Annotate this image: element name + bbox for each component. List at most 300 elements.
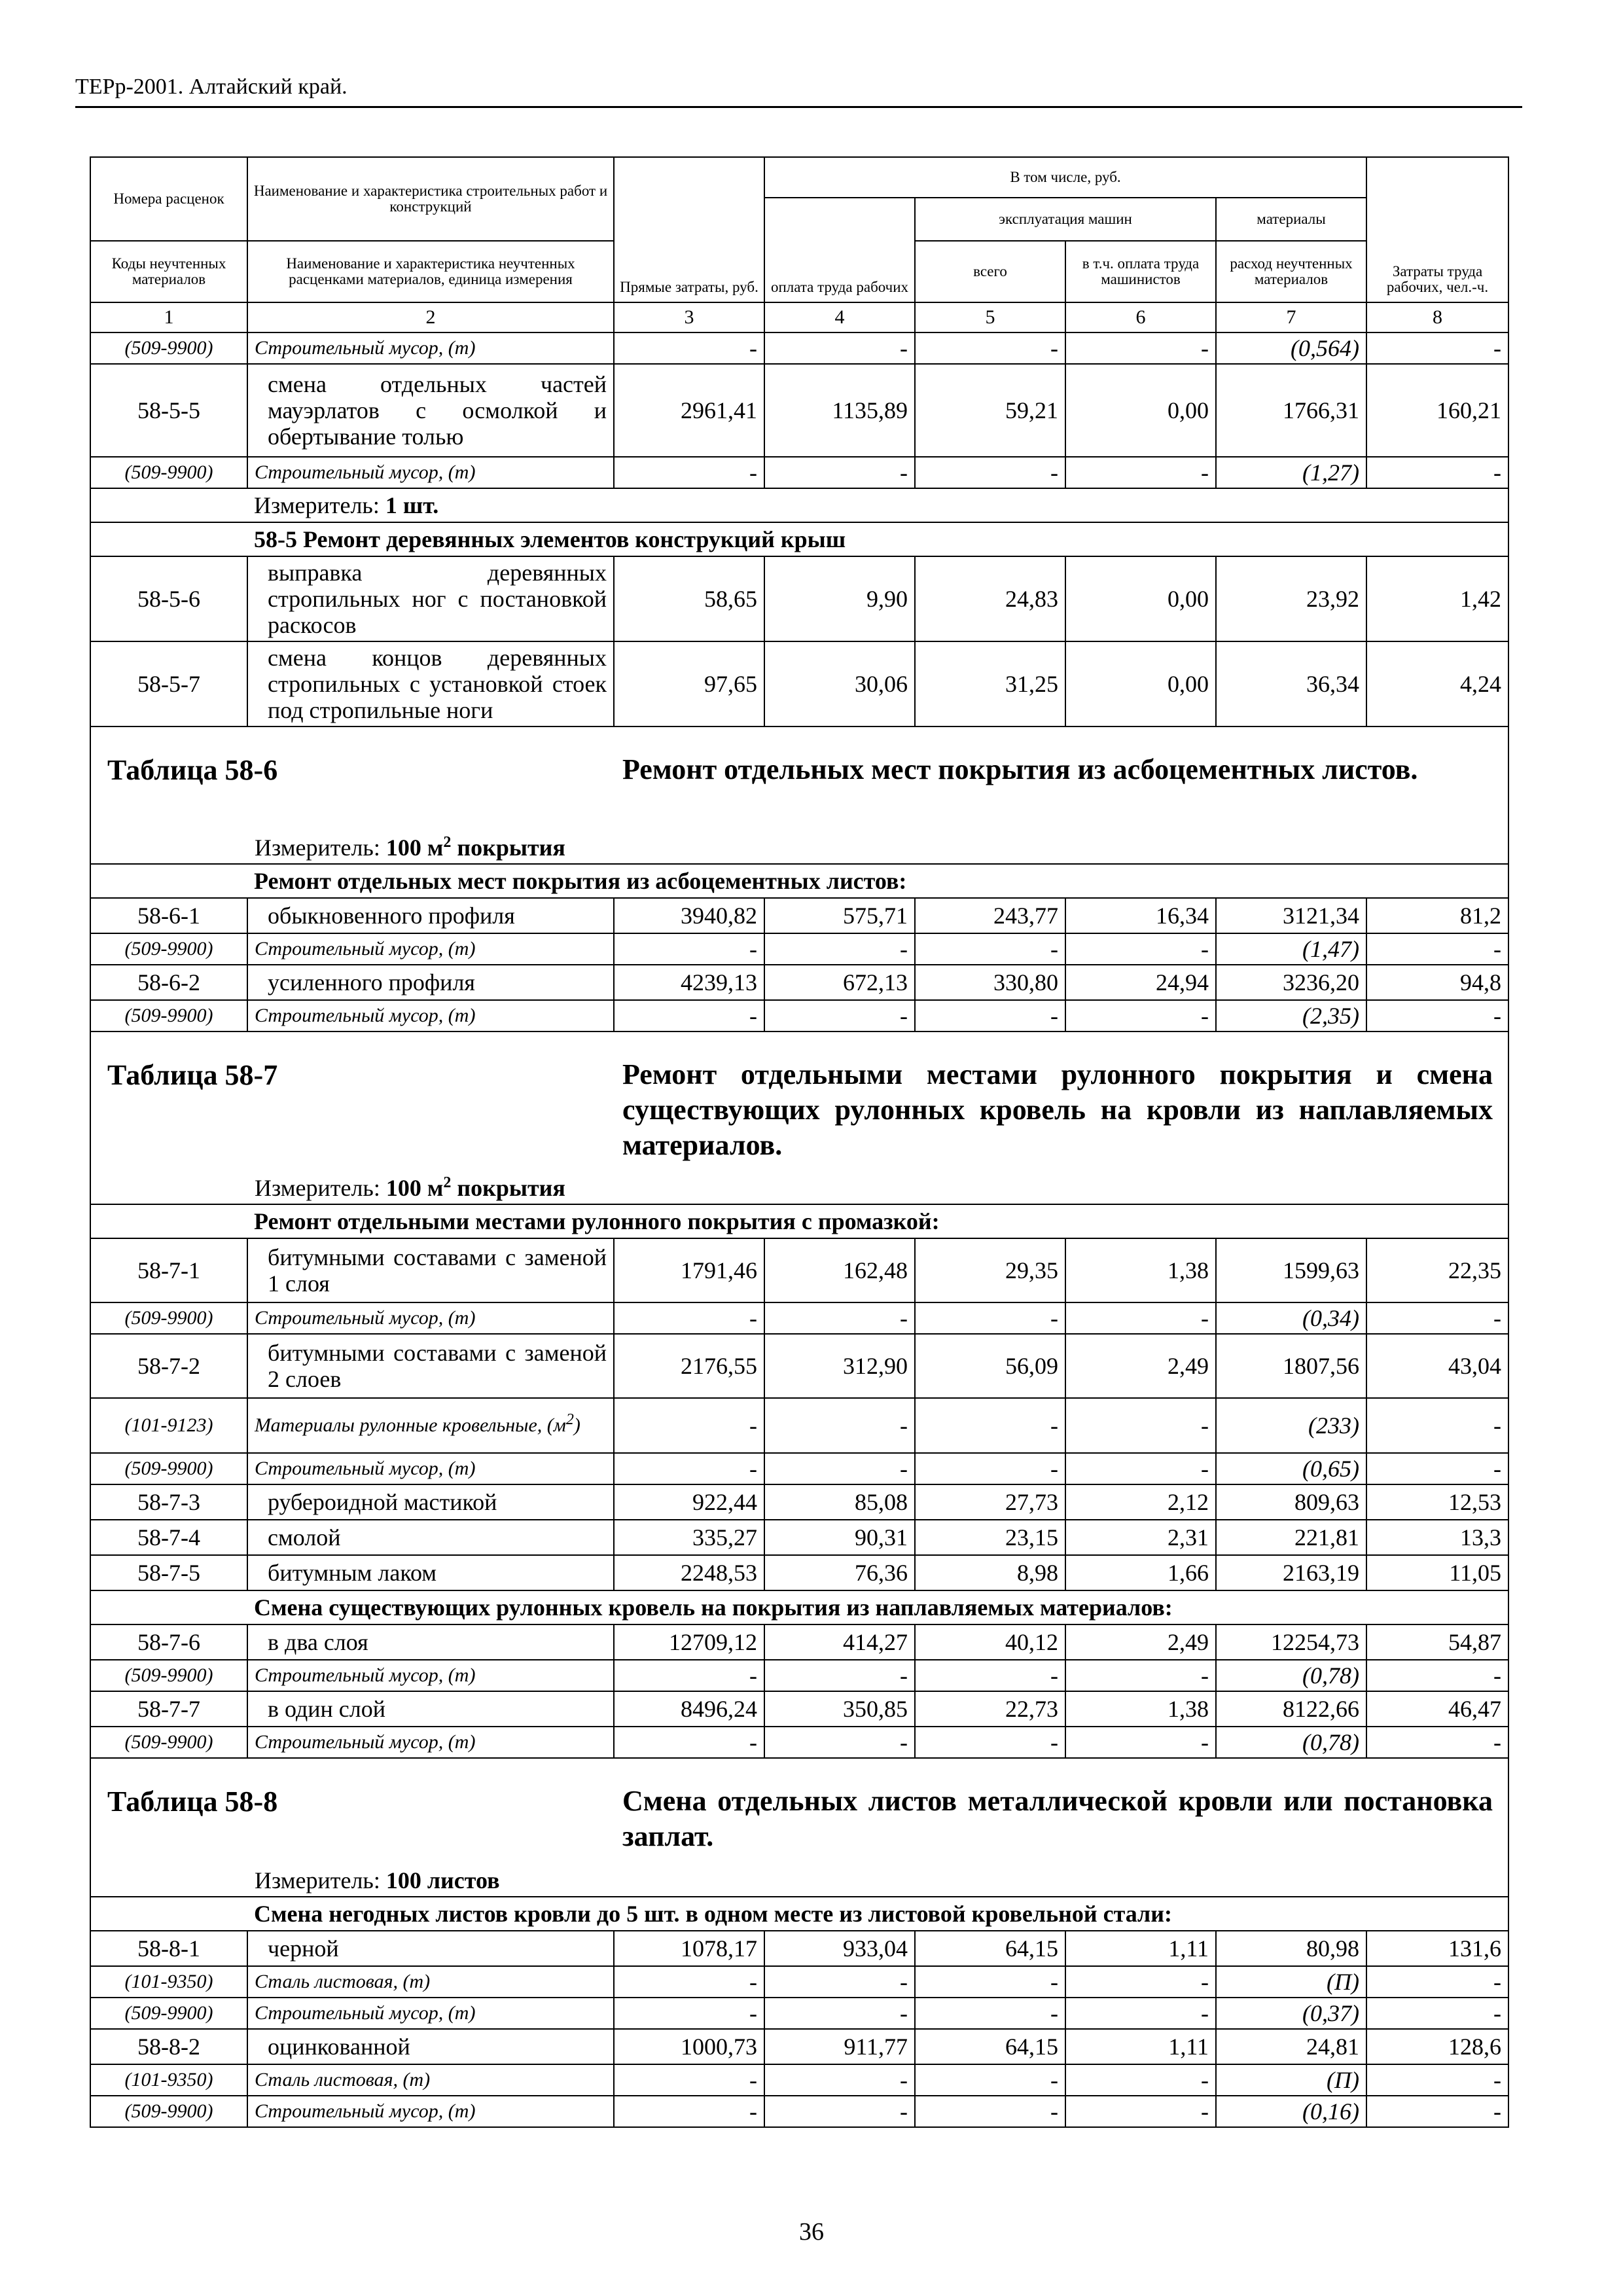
column-number: 2	[247, 302, 614, 332]
rate-value: 2,12	[1065, 1484, 1216, 1520]
rate-value: 128,6	[1366, 2029, 1508, 2064]
rate-value: -	[915, 457, 1065, 488]
rate-value: 2176,55	[614, 1334, 764, 1398]
table-measure: Измеритель: 100 листов	[255, 1867, 500, 1893]
col-code2-header: Коды неучтенных материалов	[90, 241, 247, 302]
rate-value: (0,78)	[1216, 1727, 1366, 1758]
rate-value: 2248,53	[614, 1555, 764, 1590]
rate-value: 2163,19	[1216, 1555, 1366, 1590]
rate-value: -	[1366, 457, 1508, 488]
rate-name: Строительный мусор, (т)	[247, 332, 614, 364]
rate-name: Сталь листовая, (т)	[247, 1966, 614, 1998]
rate-value: 64,15	[915, 2029, 1065, 2064]
rate-value: -	[614, 1966, 764, 1998]
rate-value: -	[1366, 1453, 1508, 1484]
rate-value: 85,08	[764, 1484, 915, 1520]
rate-value: -	[915, 933, 1065, 965]
rate-value: -	[1065, 1302, 1216, 1334]
rate-value: -	[614, 2096, 764, 2127]
rate-value: (П)	[1216, 2064, 1366, 2096]
page-header: ТЕРр-2001. Алтайский край.	[75, 73, 1522, 108]
empty-cell	[90, 864, 247, 898]
rate-value: -	[915, 2096, 1065, 2127]
table-row	[90, 556, 1508, 641]
rate-value: -	[1065, 933, 1216, 965]
rate-value: 0,00	[1065, 364, 1216, 457]
table-row	[90, 1520, 1508, 1555]
labor-cost-header: Затраты труда рабочих, чел.-ч.	[1366, 157, 1508, 302]
rate-value: 90,31	[764, 1520, 915, 1555]
rate-code: (101-9350)	[90, 1966, 247, 1998]
rate-name: усиленного профиля	[247, 965, 614, 1000]
rate-value: 3940,82	[614, 898, 764, 933]
rate-code: 58-7-6	[90, 1624, 247, 1660]
rate-value: -	[1065, 1966, 1216, 1998]
rate-value: 1000,73	[614, 2029, 764, 2064]
rate-value: 12,53	[1366, 1484, 1508, 1520]
rate-code: (509-9900)	[90, 457, 247, 488]
rate-value: 1,38	[1065, 1691, 1216, 1727]
rate-name: черной	[247, 1931, 614, 1966]
rate-value: -	[1065, 332, 1216, 364]
rate-value: -	[764, 332, 915, 364]
rate-value: -	[915, 332, 1065, 364]
table-row	[90, 332, 1508, 364]
machines-header: эксплуатация машин	[915, 198, 1216, 241]
column-number: 1	[90, 302, 247, 332]
labor-header: оплата труда рабочих	[764, 198, 915, 302]
rate-value: 43,04	[1366, 1334, 1508, 1398]
rate-value: 243,77	[915, 898, 1065, 933]
empty-cell	[90, 1204, 247, 1238]
rate-value: -	[1366, 1302, 1508, 1334]
table-row	[90, 1555, 1508, 1590]
materials-uncounted-header: расход неучтенных материалов	[1216, 241, 1366, 302]
rate-value: -	[915, 1302, 1065, 1334]
rate-value: 12709,12	[614, 1624, 764, 1660]
rate-value: 24,94	[1065, 965, 1216, 1000]
table-row	[90, 1624, 1508, 1660]
rate-value: -	[915, 1398, 1065, 1453]
rate-value: (0,78)	[1216, 1660, 1366, 1691]
page-number: 36	[799, 2218, 824, 2246]
rate-name: битумными составами с заменой 2 слоев	[247, 1334, 614, 1398]
rate-code: (509-9900)	[90, 1302, 247, 1334]
rate-name: Строительный мусор, (т)	[247, 2096, 614, 2127]
rate-value: 575,71	[764, 898, 915, 933]
table-row	[90, 364, 1508, 457]
rate-value: 80,98	[1216, 1931, 1366, 1966]
section-row-text: 58-5 Ремонт деревянных элементов конструкций крыш	[247, 522, 1508, 556]
rate-value: 58,65	[614, 556, 764, 641]
rate-value: 1,11	[1065, 2029, 1216, 2064]
rate-value: -	[1366, 1727, 1508, 1758]
rate-value: 8,98	[915, 1555, 1065, 1590]
rate-code: 58-6-1	[90, 898, 247, 933]
rate-value: 2,49	[1065, 1624, 1216, 1660]
rate-value: 76,36	[764, 1555, 915, 1590]
table-row	[90, 1484, 1508, 1520]
rate-value: -	[1065, 2096, 1216, 2127]
rate-name: битумными составами с заменой 1 слоя	[247, 1238, 614, 1302]
rate-value: -	[614, 332, 764, 364]
rate-value: -	[1065, 2064, 1216, 2096]
empty-cell	[90, 488, 247, 522]
section-row	[90, 1590, 1508, 1624]
table-measure: Измеритель: 100 $м^2$ покрытия	[255, 834, 565, 861]
rate-name: выправка деревянных стропильных ног с постановкой раскосов	[247, 556, 614, 641]
machines-labor-header: в т.ч. оплата труда машинистов	[1065, 241, 1216, 302]
measure-row-text: Измеритель: 1 шт.	[247, 488, 1508, 522]
rate-name: битумным лаком	[247, 1555, 614, 1590]
rate-value: -	[614, 457, 764, 488]
rate-value: -	[614, 1398, 764, 1453]
rate-value: -	[614, 1000, 764, 1031]
rate-value: -	[614, 1302, 764, 1334]
rate-value: -	[915, 1727, 1065, 1758]
rate-value: -	[1065, 1398, 1216, 1453]
section-row-text: Смена существующих рулонных кровель на покрытия из наплавляемых материалов:	[247, 1590, 1508, 1624]
rate-value: 24,83	[915, 556, 1065, 641]
rate-name: Строительный мусор, (т)	[247, 1000, 614, 1031]
rate-value: 922,44	[614, 1484, 764, 1520]
rate-name: Сталь листовая, (т)	[247, 2064, 614, 2096]
rate-value: -	[764, 1727, 915, 1758]
table-row	[90, 1966, 1508, 1998]
rate-code: 58-5-7	[90, 641, 247, 726]
rate-value: 162,48	[764, 1238, 915, 1302]
rate-name: Строительный мусор, (т)	[247, 1302, 614, 1334]
rate-value: -	[614, 1727, 764, 1758]
table-row	[90, 2096, 1508, 2127]
rate-value: 330,80	[915, 965, 1065, 1000]
table-row	[90, 1998, 1508, 2029]
rate-value: -	[764, 1660, 915, 1691]
rate-value: -	[764, 1966, 915, 1998]
table-row	[90, 1453, 1508, 1484]
rate-value: (0,65)	[1216, 1453, 1366, 1484]
rate-code: 58-7-4	[90, 1520, 247, 1555]
rate-code: (101-9350)	[90, 2064, 247, 2096]
rate-value: 22,35	[1366, 1238, 1508, 1302]
rate-value: -	[1366, 1660, 1508, 1691]
rate-code: (509-9900)	[90, 332, 247, 364]
table-number: Таблица 58-8	[107, 1785, 278, 1818]
table-heading-cell	[90, 1758, 1508, 1897]
rate-value: 56,09	[915, 1334, 1065, 1398]
rate-value: 13,3	[1366, 1520, 1508, 1555]
col-code-header: Номера расценок	[90, 157, 247, 241]
rate-value: 23,15	[915, 1520, 1065, 1555]
rate-value: -	[1065, 1000, 1216, 1031]
rate-value: 9,90	[764, 556, 915, 641]
table-row	[90, 641, 1508, 726]
rate-value: 1766,31	[1216, 364, 1366, 457]
rate-value: -	[1366, 2064, 1508, 2096]
rate-name: в два слоя	[247, 1624, 614, 1660]
rate-value: 350,85	[764, 1691, 915, 1727]
rates-table	[90, 156, 1509, 2128]
col-name-header: Наименование и характеристика строительных работ и конструкций	[247, 157, 614, 241]
rate-value: -	[764, 2096, 915, 2127]
table-heading-wrap	[91, 1032, 1508, 1204]
rate-value: 1078,17	[614, 1931, 764, 1966]
table-row	[90, 1931, 1508, 1966]
rate-value: -	[1366, 1966, 1508, 1998]
table-title: Ремонт отдельных мест покрытия из асбоцементных листов.	[622, 753, 1418, 785]
rate-code: 58-8-1	[90, 1931, 247, 1966]
rate-value: 2961,41	[614, 364, 764, 457]
rate-code: (509-9900)	[90, 2096, 247, 2127]
rate-value: 64,15	[915, 1931, 1065, 1966]
table-heading-cell	[90, 726, 1508, 864]
rate-value: 30,06	[764, 641, 915, 726]
table-number: Таблица 58-6	[107, 754, 278, 786]
rate-value: 97,65	[614, 641, 764, 726]
rate-value: 1,66	[1065, 1555, 1216, 1590]
rate-code: (509-9900)	[90, 1998, 247, 2029]
rate-value: 1599,63	[1216, 1238, 1366, 1302]
rate-value: 3236,20	[1216, 965, 1366, 1000]
rate-value: 8496,24	[614, 1691, 764, 1727]
table-row	[90, 1727, 1508, 1758]
rate-value: (0,37)	[1216, 1998, 1366, 2029]
rate-value: 4,24	[1366, 641, 1508, 726]
section-row-text: Ремонт отдельными местами рулонного покрытия с промазкой:	[247, 1204, 1508, 1238]
rate-value: -	[614, 1453, 764, 1484]
rate-value: (1,47)	[1216, 933, 1366, 965]
rate-value: -	[915, 1000, 1065, 1031]
machines-total-header: всего	[915, 241, 1065, 302]
rate-value: (1,27)	[1216, 457, 1366, 488]
column-number: 8	[1366, 302, 1508, 332]
column-number: 5	[915, 302, 1065, 332]
col-direct-header: Прямые затраты, руб.	[614, 157, 764, 302]
rate-value: 2,31	[1065, 1520, 1216, 1555]
column-number: 4	[764, 302, 915, 332]
table-row	[90, 1334, 1508, 1398]
rate-value: 59,21	[915, 364, 1065, 457]
rate-value: (0,16)	[1216, 2096, 1366, 2127]
rate-value: 31,25	[915, 641, 1065, 726]
table-row	[90, 1238, 1508, 1302]
rate-value: -	[614, 1660, 764, 1691]
rate-value: 0,00	[1065, 556, 1216, 641]
rate-value: 1791,46	[614, 1238, 764, 1302]
rate-value: 81,2	[1366, 898, 1508, 933]
empty-cell	[90, 1897, 247, 1931]
rate-code: (101-9123)	[90, 1398, 247, 1453]
rate-code: 58-6-2	[90, 965, 247, 1000]
rate-value: -	[764, 2064, 915, 2096]
column-numbers-row	[90, 302, 1508, 332]
column-number: 3	[614, 302, 764, 332]
rate-value: 36,34	[1216, 641, 1366, 726]
rate-code: 58-5-5	[90, 364, 247, 457]
rate-name: рубероидной мастикой	[247, 1484, 614, 1520]
table-row	[90, 933, 1508, 965]
rate-value: -	[1065, 1453, 1216, 1484]
rate-value: -	[764, 1302, 915, 1334]
rate-value: -	[1065, 1660, 1216, 1691]
rate-name: оцинкованной	[247, 2029, 614, 2064]
rate-value: 46,47	[1366, 1691, 1508, 1727]
table-heading-wrap	[91, 727, 1508, 863]
rate-value: -	[764, 933, 915, 965]
rate-value: 8122,66	[1216, 1691, 1366, 1727]
table-row	[90, 2064, 1508, 2096]
rate-value: 933,04	[764, 1931, 915, 1966]
section-row-text: Ремонт отдельных мест покрытия из асбоцементных листов:	[247, 864, 1508, 898]
table-number: Таблица 58-7	[107, 1059, 278, 1091]
table-heading-cell	[90, 1031, 1508, 1204]
rate-value: -	[764, 1453, 915, 1484]
rate-value: 1,42	[1366, 556, 1508, 641]
empty-cell	[90, 1590, 247, 1624]
table-row	[90, 898, 1508, 933]
table-title: Ремонт отдельными местами рулонного покрытия и смена существующих рулонных кровель на кровли из наплавляемых материалов.	[622, 1058, 1493, 1161]
rate-value: -	[1366, 1398, 1508, 1453]
rate-value: 29,35	[915, 1238, 1065, 1302]
rate-value: (0,564)	[1216, 332, 1366, 364]
rate-value: 312,90	[764, 1334, 915, 1398]
rate-name: смена отдельных частей мауэрлатов с осмолкой и обертывание толью	[247, 364, 614, 457]
incl-header: В том числе, руб.	[764, 157, 1366, 198]
table-row	[90, 2029, 1508, 2064]
rate-name: Строительный мусор, (т)	[247, 1453, 614, 1484]
section-row-text: Смена негодных листов кровли до 5 шт. в одном месте из листовой кровельной стали:	[247, 1897, 1508, 1931]
section-row	[90, 1204, 1508, 1238]
rate-value: (233)	[1216, 1398, 1366, 1453]
table-heading-wrap	[91, 1759, 1508, 1896]
rate-value: 11,05	[1366, 1555, 1508, 1590]
rate-name: смолой	[247, 1520, 614, 1555]
rate-code: 58-7-5	[90, 1555, 247, 1590]
table-row	[90, 1691, 1508, 1727]
rate-value: 3121,34	[1216, 898, 1366, 933]
rate-value: 2,49	[1065, 1334, 1216, 1398]
rate-value: -	[915, 1998, 1065, 2029]
table-row	[90, 1660, 1508, 1691]
col-name2-header: Наименование и характеристика неучтенных расценками материалов, единица измерения	[247, 241, 614, 302]
rate-value: -	[764, 1398, 915, 1453]
table-measure: Измеритель: 100 $м^2$ покрытия	[255, 1174, 565, 1201]
rate-value: 672,13	[764, 965, 915, 1000]
rate-value: 16,34	[1065, 898, 1216, 933]
rate-value: -	[1065, 457, 1216, 488]
rate-value: 40,12	[915, 1624, 1065, 1660]
table-row	[90, 965, 1508, 1000]
rate-value: 1807,56	[1216, 1334, 1366, 1398]
rate-value: 911,77	[764, 2029, 915, 2064]
rate-value: -	[1065, 1727, 1216, 1758]
rate-value: -	[1366, 1000, 1508, 1031]
rate-value: 131,6	[1366, 1931, 1508, 1966]
rate-name: в один слой	[247, 1691, 614, 1727]
rate-code: 58-5-6	[90, 556, 247, 641]
rate-value: (2,35)	[1216, 1000, 1366, 1031]
rate-value: -	[1366, 2096, 1508, 2127]
rate-value: 22,73	[915, 1691, 1065, 1727]
rate-code: 58-7-3	[90, 1484, 247, 1520]
rate-value: -	[614, 2064, 764, 2096]
rate-value: 23,92	[1216, 556, 1366, 641]
rate-name: Строительный мусор, (т)	[247, 457, 614, 488]
table-heading	[90, 1758, 1508, 1897]
rate-value: -	[614, 933, 764, 965]
table-heading	[90, 1031, 1508, 1204]
rate-value: 809,63	[1216, 1484, 1366, 1520]
table-row	[90, 1398, 1508, 1453]
section-row	[90, 522, 1508, 556]
rate-value: 0,00	[1065, 641, 1216, 726]
materials-header: материалы	[1216, 198, 1366, 241]
rate-value: -	[915, 1660, 1065, 1691]
rate-value: -	[915, 1966, 1065, 1998]
rate-value: 335,27	[614, 1520, 764, 1555]
rate-value: -	[915, 2064, 1065, 2096]
rate-value: 414,27	[764, 1624, 915, 1660]
rate-value: 221,81	[1216, 1520, 1366, 1555]
rate-value: 1135,89	[764, 364, 915, 457]
rate-value: -	[764, 457, 915, 488]
rate-value: -	[1366, 933, 1508, 965]
rate-value: 54,87	[1366, 1624, 1508, 1660]
rate-value: 4239,13	[614, 965, 764, 1000]
rate-value: -	[1065, 1998, 1216, 2029]
rate-code: (509-9900)	[90, 1000, 247, 1031]
rate-value: 12254,73	[1216, 1624, 1366, 1660]
rate-name: Строительный мусор, (т)	[247, 933, 614, 965]
rate-value: -	[915, 1453, 1065, 1484]
column-number: 6	[1065, 302, 1216, 332]
rate-name: обыкновенного профиля	[247, 898, 614, 933]
rate-value: -	[614, 1998, 764, 2029]
rate-value: 24,81	[1216, 2029, 1366, 2064]
section-row	[90, 864, 1508, 898]
rate-value: 1,38	[1065, 1238, 1216, 1302]
rate-code: (509-9900)	[90, 1660, 247, 1691]
rate-name: смена концов деревянных стропильных с установкой стоек под стропильные ноги	[247, 641, 614, 726]
table-row	[90, 1302, 1508, 1334]
rate-value: (П)	[1216, 1966, 1366, 1998]
rate-code: 58-7-7	[90, 1691, 247, 1727]
rate-code: (509-9900)	[90, 1727, 247, 1758]
table-row	[90, 457, 1508, 488]
rate-name: Строительный мусор, (т)	[247, 1727, 614, 1758]
rate-value: -	[1366, 1998, 1508, 2029]
rate-code: (509-9900)	[90, 1453, 247, 1484]
rate-value: 94,8	[1366, 965, 1508, 1000]
rate-value: 27,73	[915, 1484, 1065, 1520]
rate-value: 1,11	[1065, 1931, 1216, 1966]
rate-code: 58-7-1	[90, 1238, 247, 1302]
rate-value: -	[764, 1000, 915, 1031]
rate-code: 58-7-2	[90, 1334, 247, 1398]
rate-code: (509-9900)	[90, 933, 247, 965]
column-number: 7	[1216, 302, 1366, 332]
table-title: Смена отдельных листов металлической кровли или постановка заплат.	[622, 1785, 1493, 1852]
rate-value: (0,34)	[1216, 1302, 1366, 1334]
rate-value: 160,21	[1366, 364, 1508, 457]
rate-name: Строительный мусор, (т)	[247, 1998, 614, 2029]
rate-value: -	[1366, 332, 1508, 364]
rate-name: Материалы рулонные кровельные, $(м^2)$	[247, 1398, 614, 1453]
measure-row	[90, 488, 1508, 522]
rate-code: 58-8-2	[90, 2029, 247, 2064]
table-row	[90, 1000, 1508, 1031]
section-row	[90, 1897, 1508, 1931]
